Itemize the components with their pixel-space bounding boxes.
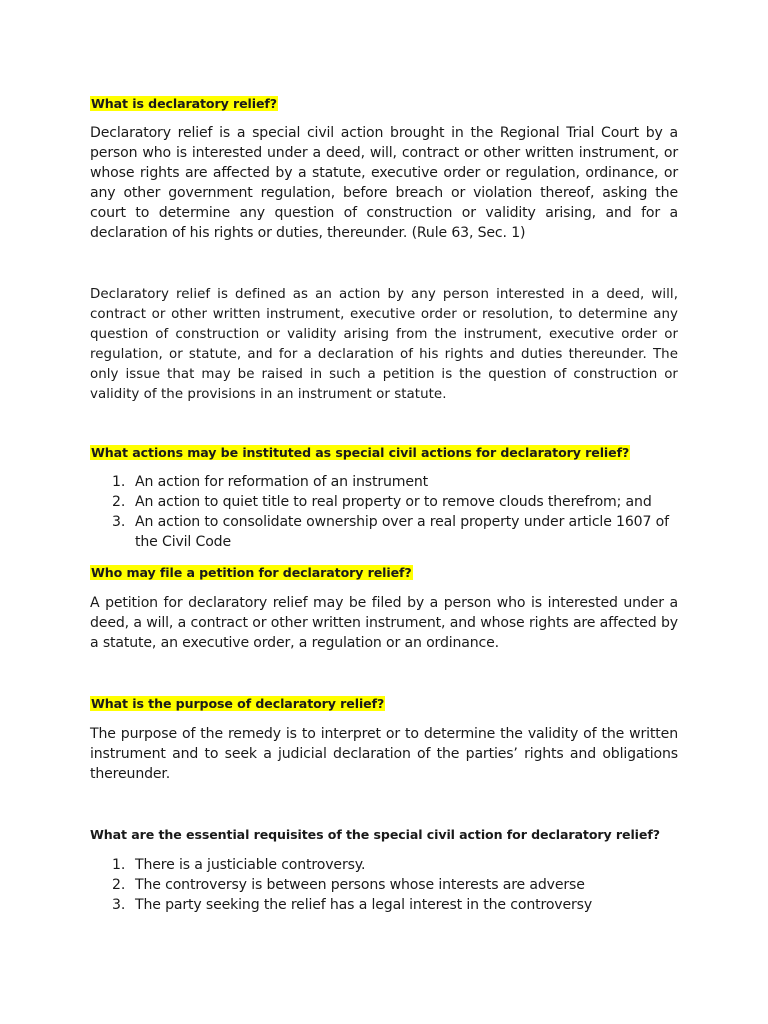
list-item-number: 2.	[112, 494, 126, 510]
list-item	[90, 472, 678, 492]
who-may-file-paragraph: A petition for declaratory relief may be filed by a person who is interested under a deed, a will, a contract or other written instrument, and whose rights are affected by a statute, an executive order, a regulation or an ordinance.	[90, 595, 678, 651]
highlighted-heading-text: What is declaratory relief?	[91, 96, 277, 111]
list-item	[90, 895, 678, 915]
heading-text: What are the essential requisites of the special civil action for declaratory relief?	[90, 827, 660, 842]
section-heading-who-may-file	[90, 564, 413, 581]
list-item-text: An action to quiet title to real property or to remove clouds therefrom; and	[135, 494, 652, 510]
section-heading-what-is-declaratory-relief	[90, 95, 278, 112]
section-heading-actions-instituted	[90, 444, 630, 461]
list-item-text: The party seeking the relief has a legal interest in the controversy	[135, 897, 593, 913]
list-item-number: 2.	[112, 877, 126, 893]
definition-paragraph-alternate: Declaratory relief is defined as an action by any person interested in a deed, will, contract or other written instrument, executive order or resolution, to determine any question of construction or validity arising from the instrument, executive order or regulation, or statute, and for a declaration of his rights and duties thereunder. The only issue that may be raised in such a petition is the question of construction or validity of the provisions in an instrument or statute.	[90, 287, 678, 402]
requisites-list	[90, 855, 678, 915]
list-item	[90, 855, 678, 875]
list-item	[90, 492, 678, 512]
section-heading-purpose	[90, 695, 385, 712]
definition-paragraph-rule-63: Declaratory relief is a special civil action brought in the Regional Trial Court by a person who is interested under a deed, will, contract or other written instrument, or whose rights are affected by a statute, executive order or regulation, ordinance, or any other government regulation, before breach or violation thereof, asking the court to determine any question of construction or validity arising, and for a declaration of his rights or duties, thereunder. (Rule 63, Sec. 1)	[90, 125, 678, 241]
list-item-text: An action to consolidate ownership over a real property under article 1607 of the Civil Code	[135, 514, 669, 550]
actions-list	[90, 472, 678, 552]
list-item-text: There is a justiciable controversy.	[135, 857, 366, 873]
section-heading-essential-requisites	[90, 826, 660, 843]
highlighted-heading-text: Who may file a petition for declaratory relief?	[91, 565, 412, 580]
list-item-number: 1.	[112, 474, 126, 490]
list-item	[90, 512, 678, 552]
list-item-number: 1.	[112, 857, 126, 873]
highlighted-heading-text: What is the purpose of declaratory relief?	[91, 696, 385, 711]
purpose-paragraph: The purpose of the remedy is to interpret or to determine the validity of the written instrument and to seek a judicial declaration of the parties’ rights and obligations thereunder.	[90, 726, 678, 782]
highlighted-heading-text: What actions may be instituted as special civil actions for declaratory relief?	[91, 445, 630, 460]
list-item	[90, 875, 678, 895]
list-item-number: 3.	[112, 897, 126, 913]
list-item-text: An action for reformation of an instrument	[135, 474, 429, 490]
list-item-number: 3.	[112, 514, 126, 530]
list-item-text: The controversy is between persons whose interests are adverse	[135, 877, 585, 893]
